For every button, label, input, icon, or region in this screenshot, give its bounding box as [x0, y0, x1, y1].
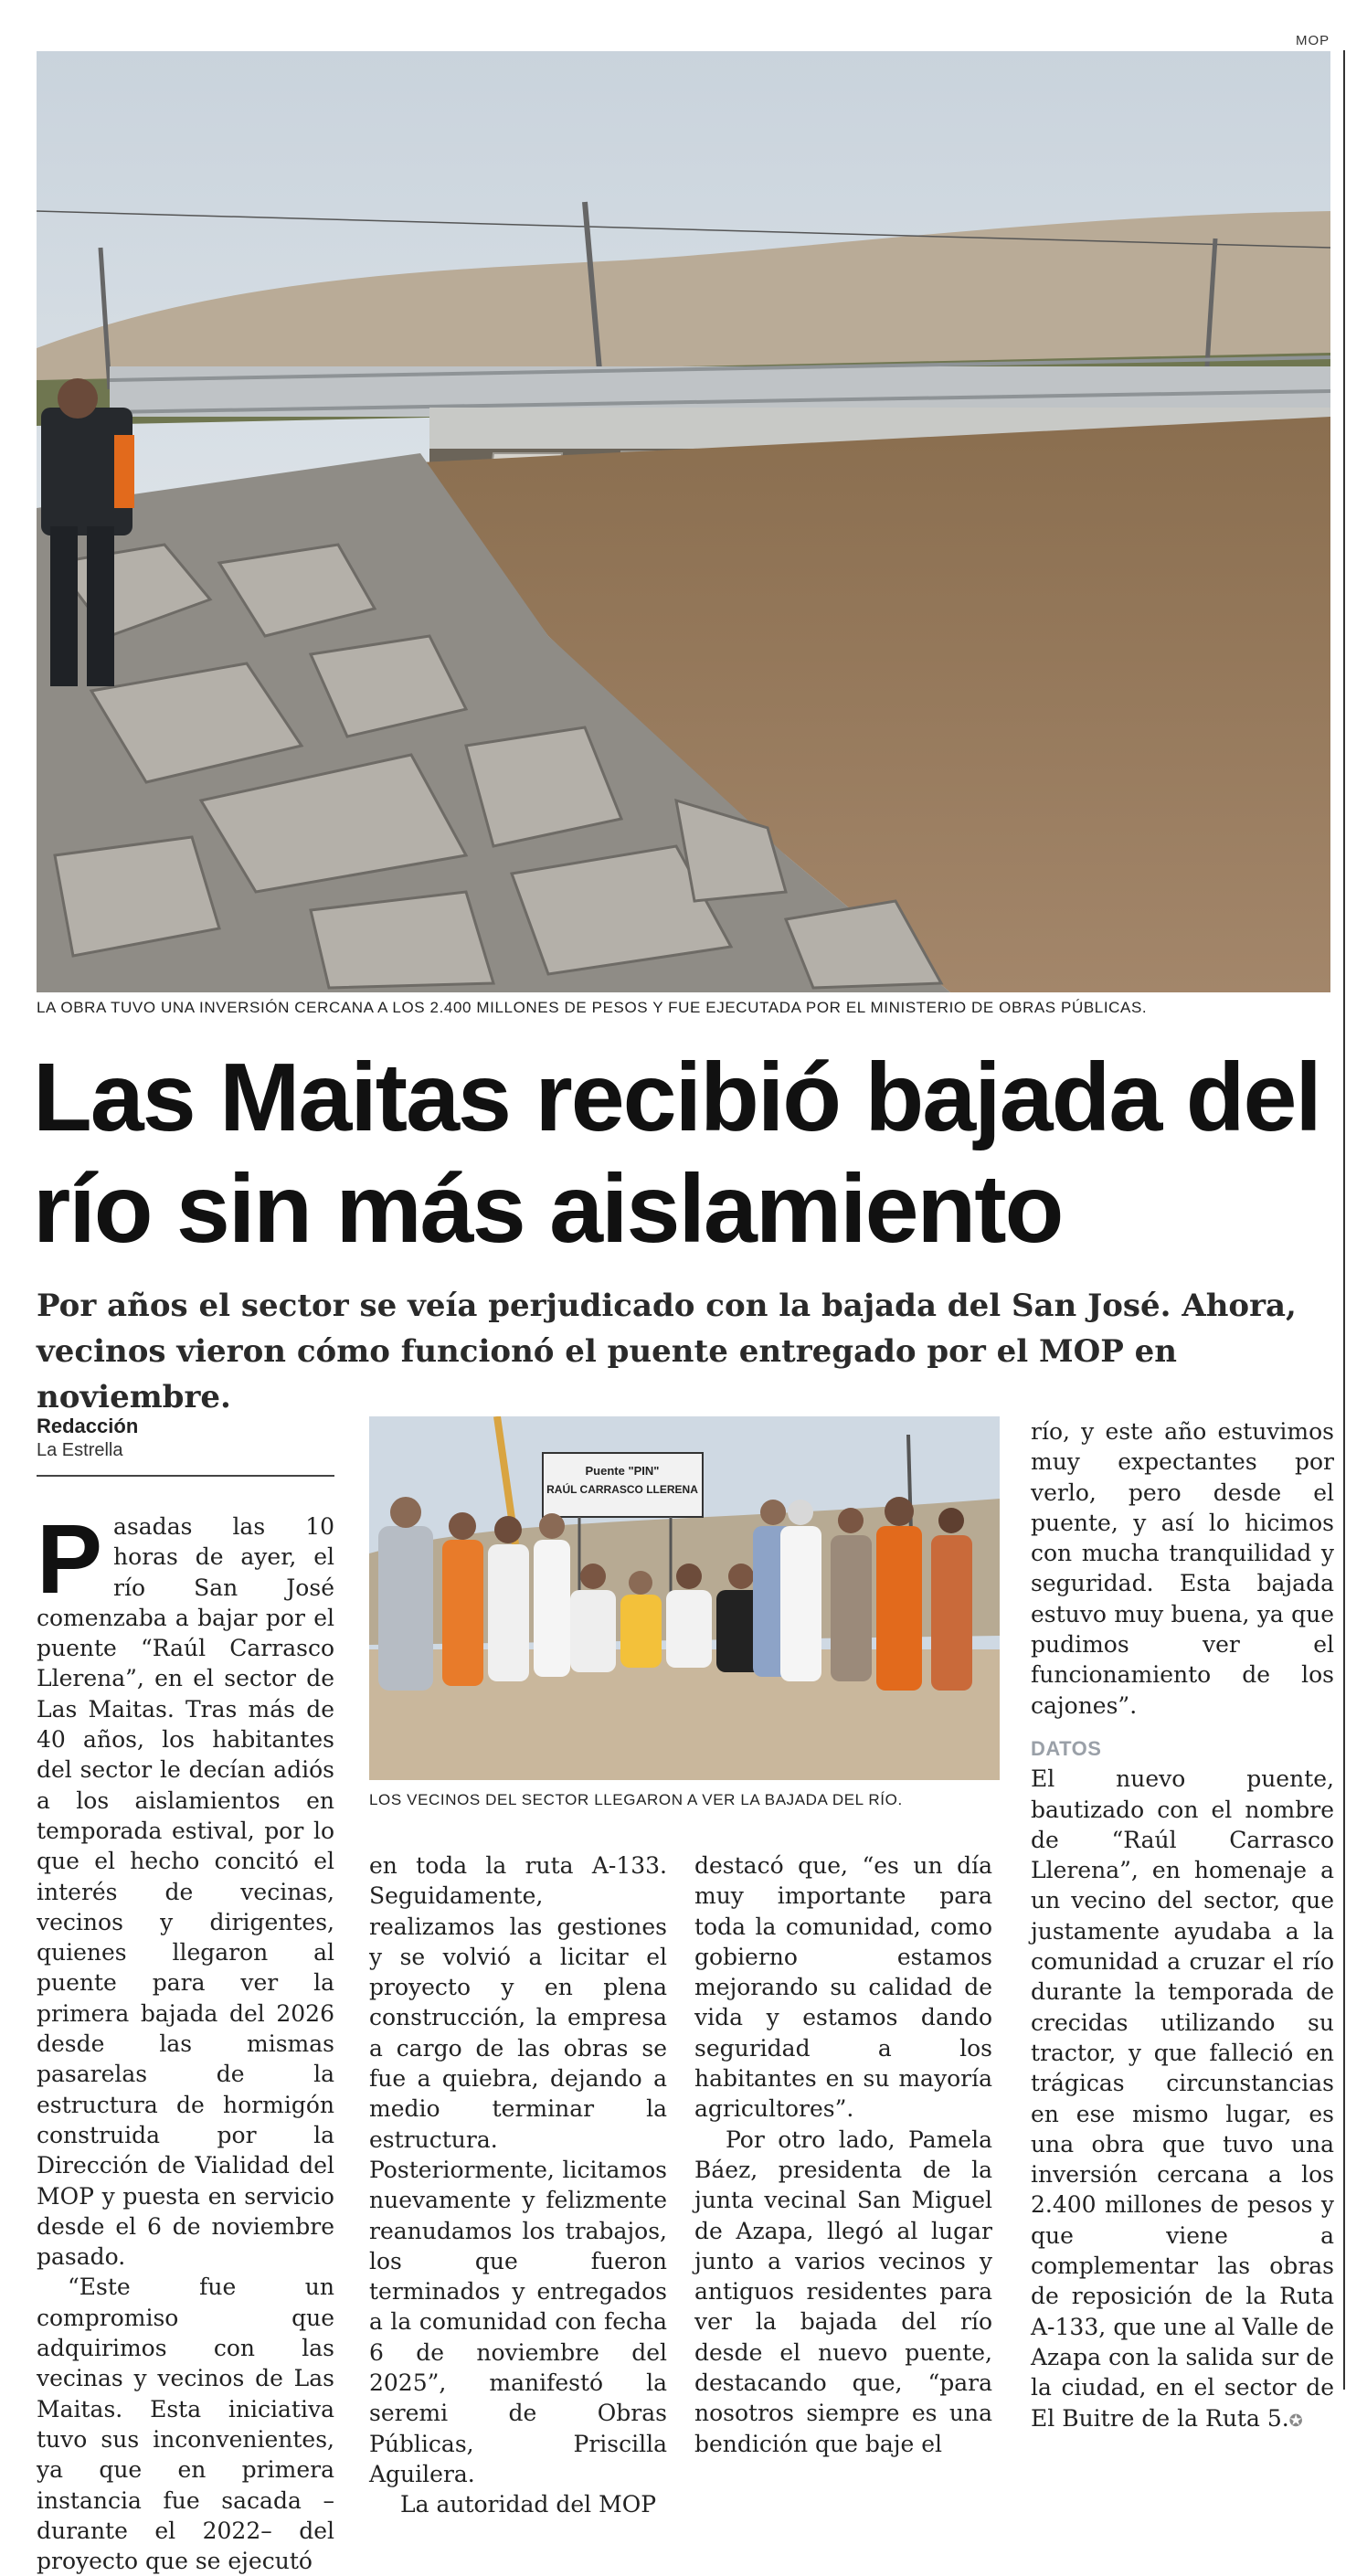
- article-paragraph: río, y este año estuvimos muy expectantes por verlo, pero desde el puente, y así lo hicimos con mucha tranquilidad y seguridad. Esta bajada estuvo muy buena, ya que pudimos ver el funcionamiento de los cajones”.: [1031, 1418, 1334, 1719]
- article-paragraph: en toda la ruta A-133. Seguidamente, realizamos las gestiones y se volvió a licitar el proyecto y en plena construcción, la empresa a cargo de las obras se fue a quiebra, dejando a medio terminar la estructura. Posteriormente, licitamos nuevamente y felizmente reanudamos los trabajos, los que fueron terminados y entregados a la comunidad con fecha 6 de noviembre del 2025”, manifestó la seremi de Obras Públicas, Priscilla Aguilera.: [369, 1852, 667, 2487]
- drop-cap: P: [37, 1503, 103, 1614]
- sign-title: Puente "PIN": [585, 1464, 660, 1478]
- article-paragraph: destacó que, “es un día muy importante para toda la comunidad, como gobierno estamos mejorando su calidad de vida y estamos dando seguridad a los habitantes en su mayoría agricultores”.: [694, 1852, 992, 2123]
- bridge-photo: [37, 51, 1330, 992]
- byline: [37, 1415, 334, 1461]
- byline-publication: La Estrella: [37, 1440, 123, 1460]
- headline: Las Maitas recibió bajada del río sin más aislamiento: [33, 1044, 1320, 1263]
- sign-subtitle: RAÚL CARRASCO LLERENA: [546, 1483, 698, 1496]
- paragraph-text: asadas las 10 horas de ayer, el río San José comenzaba a bajar por el puente “Raúl Carrasco Llerena”, en el sector de Las Maitas. Tras más de 40 años, los habitantes del sector le decían adiós a los aislamientos en temporada estival, por lo que el hecho concitó el interés de vecinas, vecinos y dirigentes, quienes llegaron al puente para ver la primera bajada del 2026 desde las mismas pasarelas de la estructura de hormigón construida por la Dirección de Vialidad del MOP y puesta en servicio desde el 6 de noviembre pasado.: [37, 1513, 334, 2271]
- group-photo: [369, 1416, 1000, 1780]
- article-paragraph: Por otro lado, Pamela Báez, presidenta de la junta vecinal San Miguel de Azapa, llegó al lugar junto a varios vecinos y antiguos residentes para ver la bajada del río desde el nuevo puente, destacando que, “para nosotros siempre es una bendición que baje el: [694, 2125, 992, 2457]
- article-column-3: [694, 1850, 992, 2459]
- end-mark-icon: ✪: [1288, 2411, 1303, 2431]
- photo-caption: LOS VECINOS DEL SECTOR LLEGARON A VER LA BAJADA DEL RÍO.: [369, 1791, 903, 1808]
- article-column-2: [369, 1850, 667, 2520]
- article-paragraph: [1031, 1764, 1334, 2436]
- photo-credit: MOP: [1296, 33, 1330, 48]
- article-column-1: [37, 1503, 334, 2576]
- article-paragraph: La autoridad del MOP: [400, 2491, 657, 2518]
- article-column-4: [1031, 1416, 1334, 2436]
- section-label: DATOS: [1031, 1736, 1102, 1760]
- byline-divider: [37, 1475, 334, 1477]
- article-paragraph: [37, 1503, 334, 2272]
- article-paragraph: “Este fue un compromiso que adquirimos con las vecinas y vecinos de Las Maitas. Esta iniciativa tuvo sus inconvenientes, ya que en primera instancia fue sacada –durante el 2022– del proyecto que se ejecutó: [37, 2274, 334, 2575]
- photo-caption: LA OBRA TUVO UNA INVERSIÓN CERCANA A LOS 2.400 MILLONES DE PESOS Y FUE EJECUTADA POR EL MINISTERIO DE OBRAS PÚBLICAS.: [37, 999, 1148, 1016]
- byline-author: Redacción: [37, 1415, 139, 1437]
- subheadline: Por años el sector se veía perjudicado con la bajada del San José. Ahora, vecinos vieron cómo funcionó el puente entregado por el MOP en noviembre.: [37, 1288, 1297, 1415]
- paragraph-text: El nuevo puente, bautizado con el nombre de “Raúl Carrasco Llerena”, en homenaje a un vecino del sector, que justamente ayudaba a la comunidad a cruzar el río durante la temporada de crecidas utilizando su tractor, y que falleció en trágicas circunstancias en ese mismo lugar, es una obra que tuvo una inversión cercana a los 2.400 millones de pesos y que viene a complementar las obras de reposición de la Ruta A-133, que une al Valle de Azapa con la salida sur de la ciudad, en el sector de El Buitre de la Ruta 5.: [1031, 1765, 1334, 2432]
